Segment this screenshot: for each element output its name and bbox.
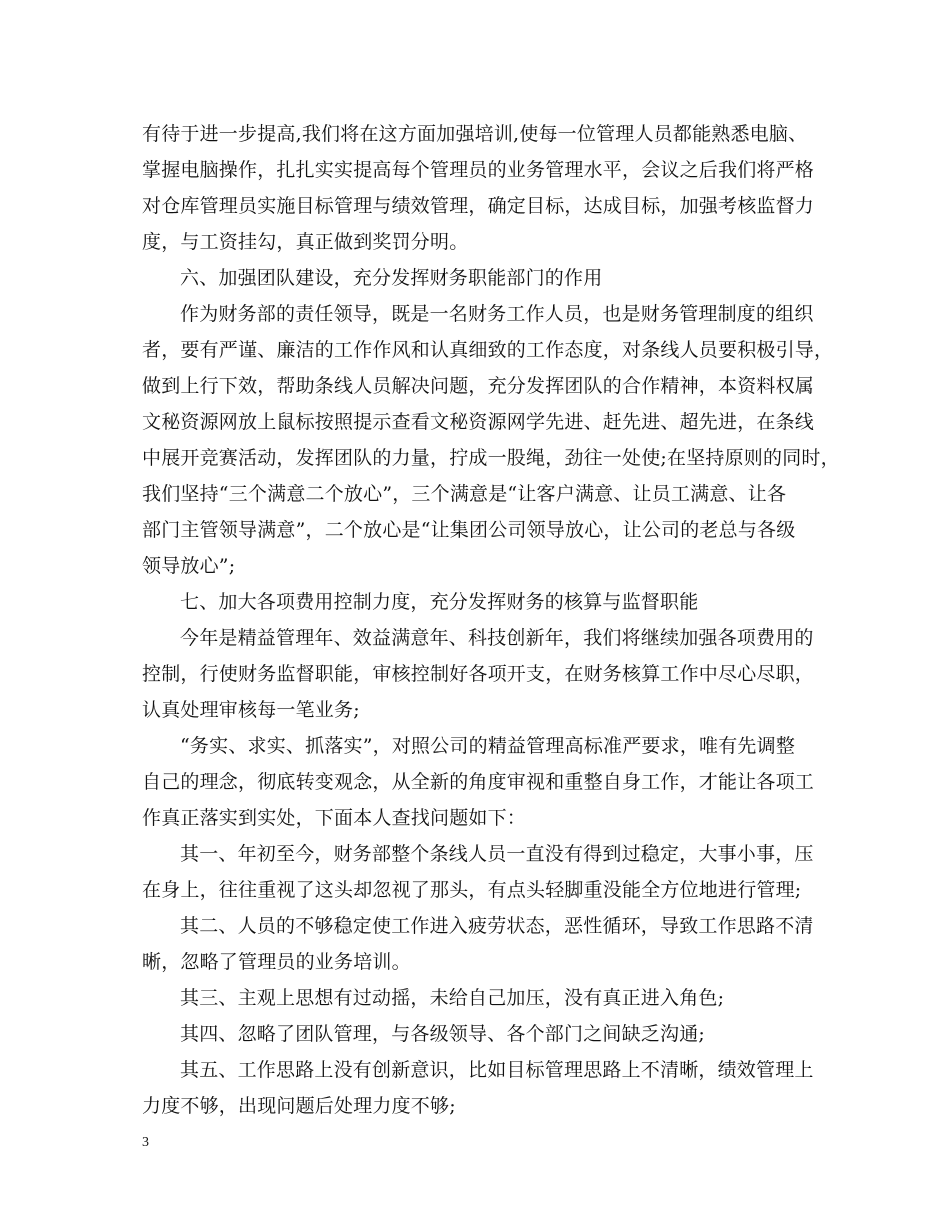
- text-line: 我们坚持“三个满意二个放心”，三个满意是“让客户满意、让员工满意、让各: [142, 483, 787, 505]
- text-line: 自己的理念，彻底转变观念，从全新的角度审视和重整自身工作，才能让各项工: [142, 771, 815, 793]
- text-line: 其三、主观上思想有过动摇，未给自己加压，没有真正进入角色;: [180, 987, 725, 1009]
- text-line: 部门主管领导满意”，二个放心是“让集团公司领导放心，让公司的老总与各级: [142, 519, 796, 541]
- text-line: 中展开竞赛活动，发挥团队的力量，拧成一股绳，劲往一处使;在坚持原则的同时，: [142, 447, 840, 469]
- text-line: 其四、忽略了团队管理，与各级领导、各个部门之间缺乏沟通;: [180, 1023, 706, 1045]
- text-line: 对仓库管理员实施目标管理与绩效管理，确定目标，达成目标，加强考核监督力: [142, 195, 815, 217]
- text-line: 在身上，往往重视了这头却忽视了那头，有点头轻脚重没能全方位地进行管理;: [142, 879, 802, 901]
- text-line: 力度不够，出现问题后处理力度不够;: [142, 1095, 456, 1117]
- text-line: 其一、年初至今，财务部整个条线人员一直没有得到过稳定，大事小事，压: [180, 843, 814, 865]
- section-heading: 七、加大各项费用控制力度，充分发挥财务的核算与监督职能: [180, 591, 699, 613]
- text-line: 度，与工资挂勾，真正做到奖罚分明。: [142, 231, 469, 253]
- text-line: 领导放心”;: [142, 555, 236, 577]
- text-line: 作为财务部的责任领导，既是一名财务工作人员，也是财务管理制度的组织: [180, 303, 814, 325]
- section-heading: 六、加强团队建设，充分发挥财务职能部门的作用: [180, 267, 603, 289]
- document-body: [142, 116, 840, 1124]
- text-line: 认真处理审核每一笔业务;: [142, 699, 360, 721]
- text-line: 做到上行下效，帮助条线人员解决问题，充分发挥团队的合作精神，本资料权属: [142, 375, 815, 397]
- text-line: 其五、工作思路上没有创新意识，比如目标管理思路上不清晰，绩效管理上: [180, 1059, 814, 1081]
- text-line: 控制，行使财务监督职能，审核控制好各项开支，在财务核算工作中尽心尽职，: [142, 663, 815, 685]
- text-line: 有待于进一步提高,我们将在这方面加强培训,使每一位管理人员都能熟悉电脑、: [142, 123, 808, 145]
- text-line: “务实、求实、抓落实”，对照公司的精益管理高标准严要求，唯有先调整: [180, 735, 796, 757]
- text-line: 其二、人员的不够稳定使工作进入疲劳状态，恶性循环，导致工作思路不清: [180, 915, 814, 937]
- text-line: 掌握电脑操作，扎扎实实提高每个管理员的业务管理水平，会议之后我们将严格: [142, 159, 815, 181]
- text-line: 文秘资源网放上鼠标按照提示查看文秘资源网学先进、赶先进、超先进，在条线: [142, 411, 815, 433]
- text-line: 作真正落实到实处，下面本人查找问题如下：: [142, 807, 527, 829]
- text-line: 今年是精益管理年、效益满意年、科技创新年，我们将继续加强各项费用的: [180, 627, 814, 649]
- page-number: 3: [142, 1135, 149, 1150]
- text-line: 者，要有严谨、廉洁的工作作风和认真细致的工作态度，对条线人员要积极引导，: [142, 339, 834, 361]
- text-line: 晰，忽略了管理员的业务培训。: [142, 951, 411, 973]
